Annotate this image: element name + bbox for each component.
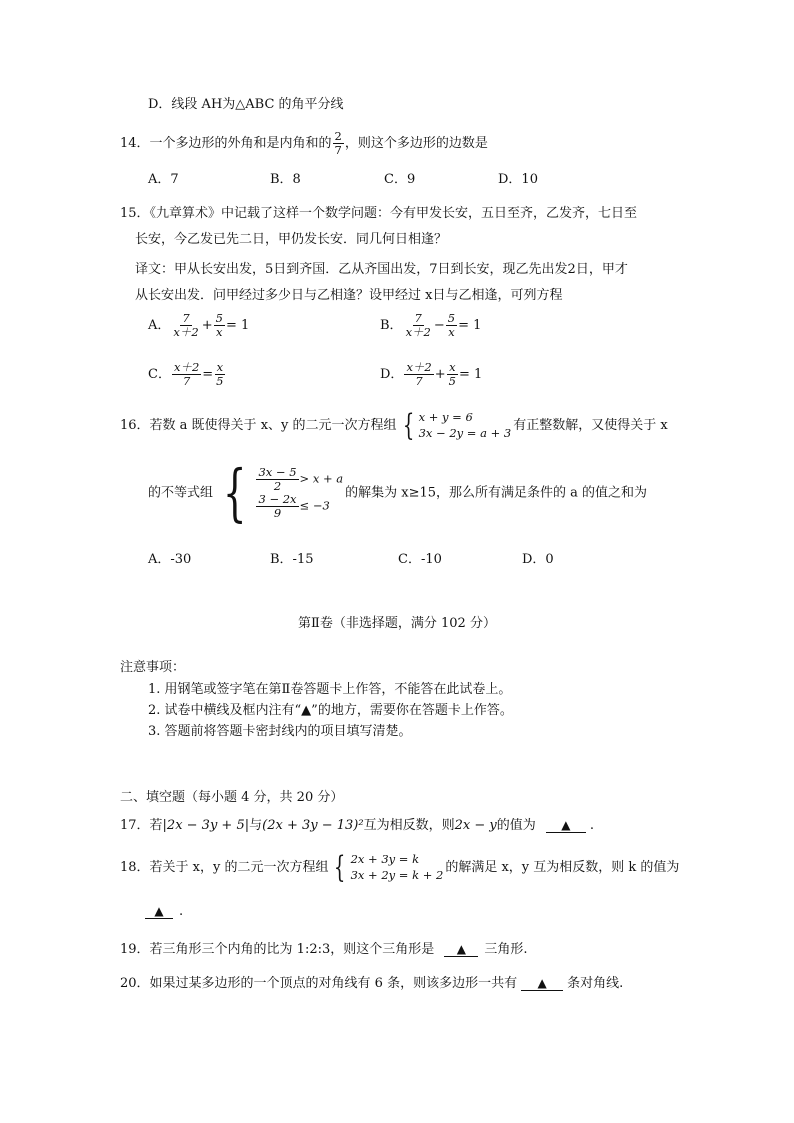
q14-stem-before: 14．一个多边形的外角和是内角和的: [120, 136, 332, 152]
q17-square-expression: (2x + 3y − 13)²: [262, 818, 364, 833]
q20-pre: 20．如果过某多边形的一个顶点的对角线有 6 条，则该多边形一共有: [120, 976, 518, 991]
q16-option-c: C．-10: [398, 552, 442, 567]
q16-line-2: [148, 456, 648, 529]
q17-abs-expression: |2x − 3y + 5|: [162, 818, 250, 833]
q17-mid: 与: [249, 818, 263, 833]
q17: [120, 818, 594, 835]
frac-den: 5: [448, 374, 456, 389]
frac-den: 7: [415, 374, 423, 389]
frac-den: x＋2: [405, 325, 431, 340]
q20: [120, 976, 623, 993]
q14-option-a: A．7: [148, 172, 179, 187]
frac-den: 5: [216, 374, 224, 389]
frac-num: x: [216, 360, 224, 374]
q16-option-a: A．-30: [148, 552, 192, 567]
frac-den: x＋2: [173, 325, 199, 340]
q18-equation-system: [330, 849, 444, 885]
q14-fraction: [333, 130, 344, 157]
left-brace: {: [222, 456, 247, 529]
q15-option-b-frac2: [446, 312, 457, 339]
section-2-title: 二、填空题（每小题 4 分，共 20 分）: [120, 790, 344, 805]
rhs: = 1: [225, 318, 250, 334]
frac-den: 2: [273, 478, 282, 493]
q15-line-2: 长安，今乙发已先二日，甲仍发长安．同几何日相逢？: [135, 232, 448, 247]
q16-equation-system: [399, 407, 512, 443]
q18-answer-blank[interactable]: ▲: [145, 904, 173, 919]
q16-part-1: 16．若数 a 既使得关于 x、y 的二元一次方程组: [120, 418, 397, 434]
q15-option-b: [380, 312, 481, 339]
notes-item-3: 3. 答题前将答题卡密封线内的项目填写清楚。: [148, 724, 412, 739]
q16-line-1: [120, 407, 668, 443]
q16-eq-2: 3x − 2y = a + 3: [418, 425, 512, 440]
q15-option-c-label: C．: [148, 367, 171, 383]
q15-option-c-frac2: [214, 361, 225, 388]
q19-post: 三角形.: [484, 942, 528, 957]
frac: [256, 493, 298, 520]
frac-num: 7: [182, 311, 190, 325]
q17-post: 的值为: [496, 818, 536, 833]
q15-line-3: 译文：甲从长安出发，5日到齐国．乙从齐国出发，7日到长安，现乙先出发2日，甲才: [135, 262, 628, 277]
operator: +: [201, 318, 213, 334]
q16-part-3: 的不等式组: [148, 485, 214, 501]
q16-eq-1: x + y = 6: [418, 410, 473, 424]
q14-stem-after: ，则这个多边形的边数是: [344, 136, 488, 152]
notes-item-1: 1. 用钢笔或签字笔在第Ⅱ卷答题卡上作答，不能答在此试卷上。: [148, 682, 512, 697]
q18-eq-1: 2x + 3y = k: [350, 852, 420, 866]
q15-option-d: [380, 361, 482, 388]
rhs: = 1: [458, 318, 482, 334]
q18-answer-line: [145, 904, 183, 921]
q17-mid-2: 互为相反数，则: [363, 818, 455, 833]
q14-fraction-den: 7: [334, 143, 342, 158]
frac-den: x: [216, 325, 223, 340]
q13-option-d: D．线段 AH为△ABC 的角平分线: [148, 97, 344, 112]
q15-option-a-label: A．: [148, 318, 171, 334]
q16-option-b: B．-15: [270, 552, 314, 567]
q15-option-b-label: B．: [380, 318, 403, 334]
q18-eq-2: 3x + 2y = k + 2: [350, 867, 444, 882]
left-brace: {: [334, 849, 346, 885]
part-2-title: 第Ⅱ卷（非选择题，满分 102 分）: [298, 616, 496, 631]
q20-answer-blank[interactable]: ▲: [521, 976, 563, 991]
operator: =: [202, 367, 214, 383]
q17-pre: 17．若: [120, 818, 163, 833]
left-brace: {: [402, 407, 414, 443]
q19-pre: 19．若三角形三个内角的比为 1:2:3，则这个三角形是: [120, 942, 435, 957]
q15-option-c-frac1: [172, 361, 201, 388]
frac-den: x: [448, 325, 455, 340]
q15-line-4: 从长安出发．问甲经过多少日与乙相逢？设甲经过 x日与乙相逢，可列方程: [135, 288, 563, 303]
q18-pre: 18．若关于 x，y 的二元一次方程组: [120, 860, 329, 876]
q16-ineq-2: [255, 493, 343, 520]
q14-fraction-num: 2: [334, 129, 342, 143]
q14-option-d: D．10: [498, 172, 538, 187]
rhs: ≤ −3: [299, 498, 330, 513]
frac-num: x＋2: [173, 360, 200, 374]
q15-line-1: 15．《九章算术》中记载了这样一个数学问题：今有甲发长安，五日至齐，乙发齐，七日至: [120, 206, 638, 221]
frac-num: 5: [215, 311, 223, 325]
q15-option-d-frac2: [447, 361, 458, 388]
operator: −: [433, 318, 445, 334]
frac: [256, 466, 298, 493]
frac-num: x＋2: [406, 360, 432, 374]
q16-ineq-1: [255, 466, 343, 493]
frac-num: x: [449, 360, 456, 374]
notes-heading: 注意事项：: [120, 660, 186, 675]
frac-num: 7: [414, 311, 422, 325]
q17-answer-blank[interactable]: ▲: [546, 818, 586, 833]
rhs: > x + a: [299, 471, 344, 486]
q19: [120, 942, 528, 959]
q16-part-2: 有正整数解，又使得关于 x: [513, 418, 668, 434]
frac-den: 9: [273, 506, 282, 521]
q19-answer-blank[interactable]: ▲: [444, 942, 478, 957]
q15-option-b-frac1: [404, 312, 433, 339]
q18-post: 的解满足 x，y 互为相反数，则 k 的值为: [445, 860, 680, 876]
q15-option-d-label: D．: [380, 367, 404, 383]
q14-option-c: C．9: [384, 172, 416, 187]
q15-option-c: [148, 361, 227, 388]
frac-den: 7: [182, 374, 191, 389]
operator: +: [434, 367, 446, 383]
q16-inequality-system: [215, 456, 344, 529]
q18-end: .: [179, 904, 184, 919]
q14-option-b: B．8: [270, 172, 301, 187]
notes-item-2: 2. 试卷中横线及框内注有“▲”的地方，需要你在答题卡上作答。: [148, 703, 513, 718]
q16-option-d: D．0: [522, 552, 554, 567]
q18: [120, 849, 680, 885]
q15-option-a: [148, 312, 249, 339]
frac-num: 3 − 2x: [258, 492, 297, 506]
frac-num: 5: [447, 311, 456, 325]
q15-option-d-frac1: [404, 361, 433, 388]
q17-end: .: [589, 818, 594, 833]
q20-post: 条对角线.: [567, 976, 624, 991]
q14-stem: [120, 130, 488, 157]
rhs: = 1: [458, 367, 483, 383]
frac-num: 3x − 5: [258, 464, 297, 479]
q15-option-a-frac2: [214, 312, 225, 339]
q17-expression: 2x − y: [454, 818, 497, 833]
q16-part-4: 的解集为 x≥15，那么所有满足条件的 a 的值之和为: [345, 485, 648, 501]
q15-option-a-frac1: [171, 312, 200, 339]
